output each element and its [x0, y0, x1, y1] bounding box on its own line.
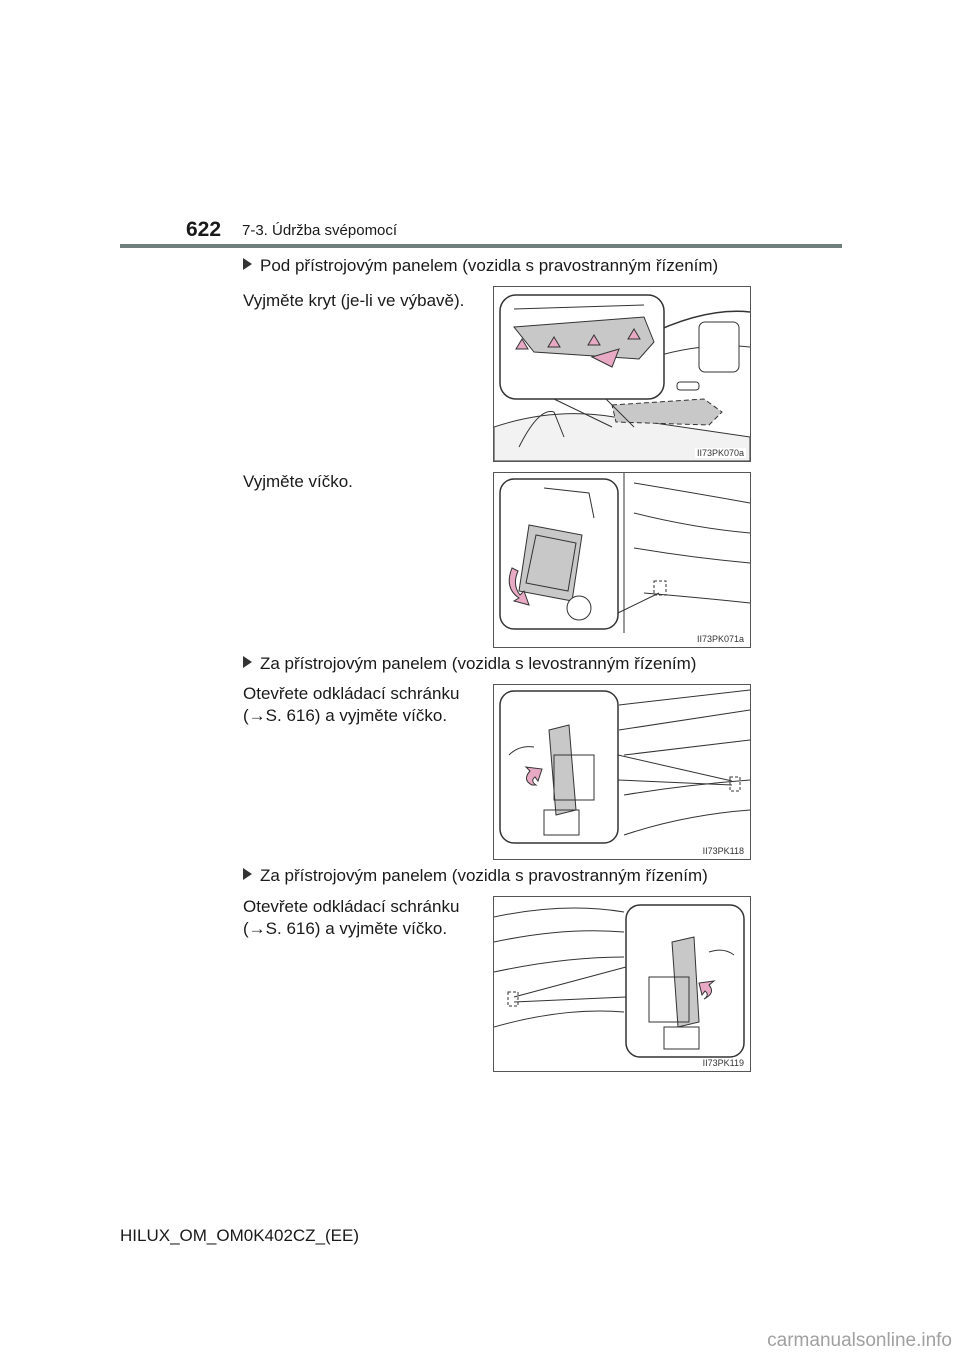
- header-rule: [120, 244, 842, 248]
- illustration-rhd-lid: [493, 896, 751, 1072]
- triangle-bullet-icon: [243, 656, 252, 668]
- illustration-lhd-lid: [493, 684, 751, 860]
- manual-id: HILUX_OM_OM0K402CZ_(EE): [120, 1226, 360, 1245]
- section-title: 7-3. Údržba svépomocí: [242, 222, 398, 239]
- section-heading-3: Za přístrojovým panelem (vozidla s pravostranným řízením): [243, 866, 708, 886]
- illustration-lid-removal: [493, 472, 751, 648]
- step-text: Otevřete odkládací schránku (→S. 616) a vyjměte víčko.: [243, 897, 460, 938]
- cover-removal-drawing: [494, 287, 750, 461]
- figure-code: II73PK119: [702, 1058, 744, 1068]
- section-heading-2: Za přístrojovým panelem (vozidla s levostranným řízením): [243, 654, 696, 674]
- step-text: Vyjměte kryt (je-li ve výbavě).: [243, 291, 465, 310]
- illustration-cover-removal: [493, 286, 751, 462]
- figure-code: II73PK070a: [696, 448, 744, 458]
- watermark: carmanualsonline.info: [767, 1330, 952, 1351]
- step-text: Otevřete odkládací schránku (→S. 616) a vyjměte víčko.: [243, 684, 460, 725]
- rhd-lid-drawing: [494, 897, 750, 1071]
- triangle-bullet-icon: [243, 868, 252, 880]
- page-number: 622: [186, 218, 222, 241]
- section-heading-1: Pod přístrojovým panelem (vozidla s pravostranným řízením): [243, 256, 718, 276]
- figure-code: II73PK118: [702, 846, 744, 856]
- step-text: Vyjměte víčko.: [243, 472, 353, 491]
- figure-code: II73PK071a: [696, 634, 744, 644]
- lid-removal-drawing: [494, 473, 750, 647]
- lhd-lid-drawing: [494, 685, 750, 859]
- triangle-bullet-icon: [243, 258, 252, 270]
